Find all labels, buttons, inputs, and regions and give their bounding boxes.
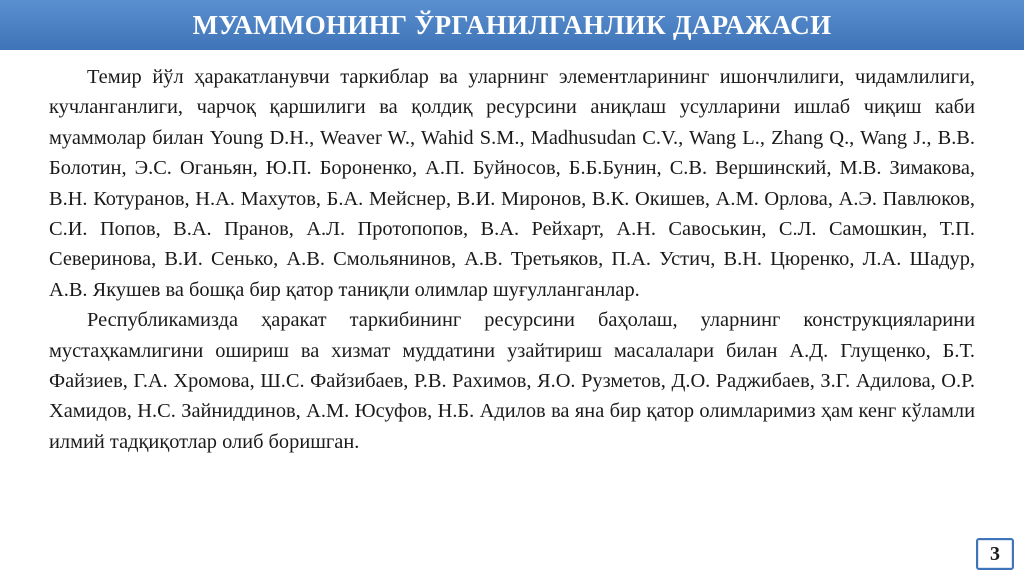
slide-body	[49, 62, 975, 457]
slide-header	[0, 0, 1024, 50]
slide-title: МУАММОНИНГ ЎРГАНИЛГАНЛИК ДАРАЖАСИ	[192, 9, 832, 40]
paragraph-researchers-local: Республикамизда ҳаракат таркибининг ресурсини баҳолаш, уларнинг конструкцияларини мустаҳкамлигини ошириш ва хизмат муддатини узайтириш масалалари билан А.Д. Глущенко, Б.Т. Файзиев, Г.А. Хромова, Ш.С. Файзибаев, Р.В. Рахимов, Я.О. Рузметов, Д.О. Раджибаев, З.Г. Адилова, О.Р. Хамидов, Н.С. Зайниддинов, А.М. Юсуфов, Н.Б. Адилов ва яна бир қатор олимларимиз ҳам кенг кўламли илмий тадқиқотлар олиб боришган.	[49, 309, 975, 453]
page-number-badge	[976, 538, 1014, 570]
page-number: 3	[990, 542, 1000, 565]
paragraph-researchers-foreign: Темир йўл ҳаракатланувчи таркиблар ва уларнинг элементларининг ишончлилиги, чидамлилиги, кучланганлиги, чарчоқ қаршилиги ва қолдиқ ресурсини аниқлаш усулларини ишлаб чиқиш каби муаммолар билан Young D.H., Weaver W., Wahid S.M., Madhusudan C.V., Wang L., Zhang Q., Wang J., В.В. Болотин, Э.С. Оганьян, Ю.П. Бороненко, А.П. Буйносов, Б.Б.Бунин, С.В. Вершинский, М.В. Зимакова, В.Н. Котуранов, Н.А. Махутов, Б.А. Мейснер, В.И. Миронов, В.К. Окишев, А.М. Орлова, А.Э. Павлюков, С.И. Попов, В.А. Пранов, А.Л. Протопопов, В.А. Рейхарт, А.Н. Савоськин, С.Л. Самошкин, Т.П. Северинова, В.И. Сенько, А.В. Смольянинов, А.В. Третьяков, П.А. Устич, В.Н. Цюренко, Л.А. Шадур, А.В. Якушев ва бошқа бир қатор таниқли олимлар шуғулланганлар.	[49, 66, 975, 301]
